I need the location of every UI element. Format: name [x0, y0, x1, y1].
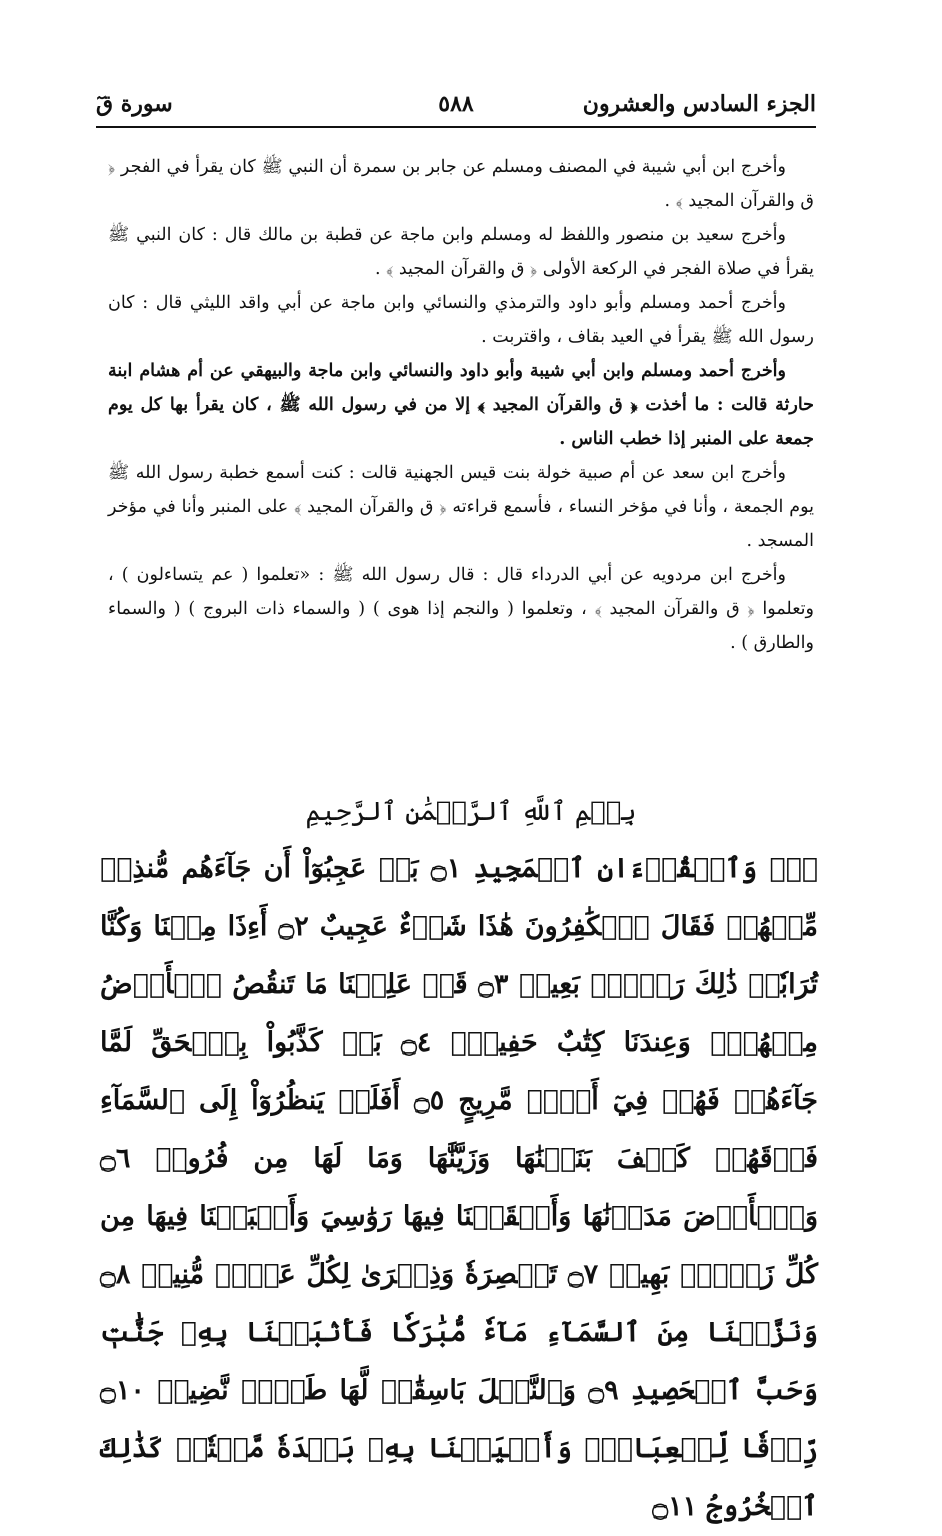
- commentary-paragraph: وأخرج ابن أبي شيبة في المصنف ومسلم عن جابر بن سمرة أن النبي ﷺ كان يقرأ في الفجر ﴿ ق والقرآن المجيد ﴾ .: [108, 157, 814, 211]
- commentary-paragraph: وأخرج أحمد ومسلم وابن أبي شيبة وأبو داود والنسائي وابن ماجة والبيهقي عن أم هشام ابنة حارثة قالت : ما أخذت ﴿ ق والقرآن المجيد ﴾ إلا من في رسول الله ﷺ ، كان يقرأ بها كل يوم جمعة على المنبر إذا خطب الناس .: [108, 361, 814, 449]
- quran-verses: قٓۚ وَٱلۡقُرۡءَانِ ٱلۡمَجِيدِ ۝١ بَلۡ عَجِبُوٓاْ أَن جَآءَهُم مُّنذِرٞ مِّنۡهُمۡ فَقَالَ ٱلۡكَٰفِرُونَ هَٰذَا شَيۡءٌ عَجِيبٌ ۝٢ أَءِذَا مِتۡنَا وَكُنَّا تُرَابٗاۖ ذَٰلِكَ رَجۡعُۢ بَعِيدٞ ۝٣ قَدۡ عَلِمۡنَا مَا تَنقُصُ ٱلۡأَرۡضُ مِنۡهُمۡۖ وَعِندَنَا كِتَٰبٌ حَفِيظُۢ ۝٤ بَلۡ كَذَّبُواْ بِٱلۡحَقِّ لَمَّا جَآءَهُمۡ فَهُمۡ فِيٓ أَمۡرٖ مَّرِيجٍ ۝٥ أَفَلَمۡ يَنظُرُوٓاْ إِلَى ٱلسَّمَآءِ فَوۡقَهُمۡ كَيۡفَ بَنَيۡنَٰهَا وَزَيَّنَّٰهَا وَمَا لَهَا مِن فُرُوجٖ ۝٦ وَٱلۡأَرۡضَ مَدَدۡنَٰهَا وَأَلۡقَيۡنَا فِيهَا رَوَٰسِيَ وَأَنۢبَتۡنَا فِيهَا مِن كُلِّ زَوۡجِۭ بَهِيجٖ ۝٧ تَبۡصِرَةٗ وَذِكۡرَىٰ لِكُلِّ عَبۡدٖ مُّنِيبٖ ۝٨ وَنَزَّلۡنَا مِنَ ٱلسَّمَآءِ مَآءٗ مُّبَٰرَكٗا فَأَنۢبَتۡنَا بِهِۦ جَنَّٰتٖ وَحَبَّ ٱلۡحَصِيدِ ۝٩ وَٱلنَّخۡلَ بَاسِقَٰتٖ لَّهَا طَلۡعٞ نَّضِيدٞ ۝١٠ رِّزۡقٗا لِّلۡعِبَادِۖ وَأَحۡيَيۡنَا بِهِۦ بَلۡدَةٗ مَّيۡتٗاۚ كَذَٰلِكَ ٱلۡخُرُوجُ ۝١١: [100, 853, 818, 1522]
- juz-title: الجزء السادس والعشرون: [582, 91, 816, 117]
- page-header: [96, 84, 816, 124]
- page-number: ٥٨٨: [438, 91, 474, 117]
- surah-title: سورة قٓ: [96, 91, 173, 117]
- basmala: بِسۡمِ ٱللَّهِ ٱلرَّحۡمَٰنِ ٱلرَّحِيمِ: [305, 797, 637, 827]
- commentary-paragraph: وأخرج ابن مردويه عن أبي الدرداء قال : قال رسول الله ﷺ : «تعلموا ( عم يتساءلون ) ، وتعلموا ﴿ ق والقرآن المجيد ﴾ ، وتعلموا ( والنجم إذا هوى ) ( والسماء ذات البروج ) ( والسماء والطارق ) .: [108, 565, 814, 653]
- header-rule: [96, 126, 816, 128]
- commentary-section: [108, 150, 814, 660]
- commentary-paragraph: وأخرج ابن سعد عن أم صبية خولة بنت قيس الجهنية قالت : كنت أسمع خطبة رسول الله ﷺ يوم الجمعة ، وأنا في مؤخر النساء ، فأسمع قراءته ﴿ ق والقرآن المجيد ﴾ على المنبر وأنا في مؤخر المسجد .: [108, 463, 814, 551]
- commentary-paragraph: وأخرج سعيد بن منصور واللفظ له ومسلم وابن ماجة عن قطبة بن مالك قال : كان النبي ﷺ يقرأ في صلاة الفجر في الركعة الأولى ﴿ ق والقرآن المجيد ﴾ .: [108, 225, 814, 279]
- commentary-paragraph: وأخرج أحمد ومسلم وأبو داود والترمذي والنسائي وابن ماجة عن أبي واقد الليثي قال : كان رسول الله ﷺ يقرأ في العيد بقاف ، واقتربت .: [108, 293, 814, 347]
